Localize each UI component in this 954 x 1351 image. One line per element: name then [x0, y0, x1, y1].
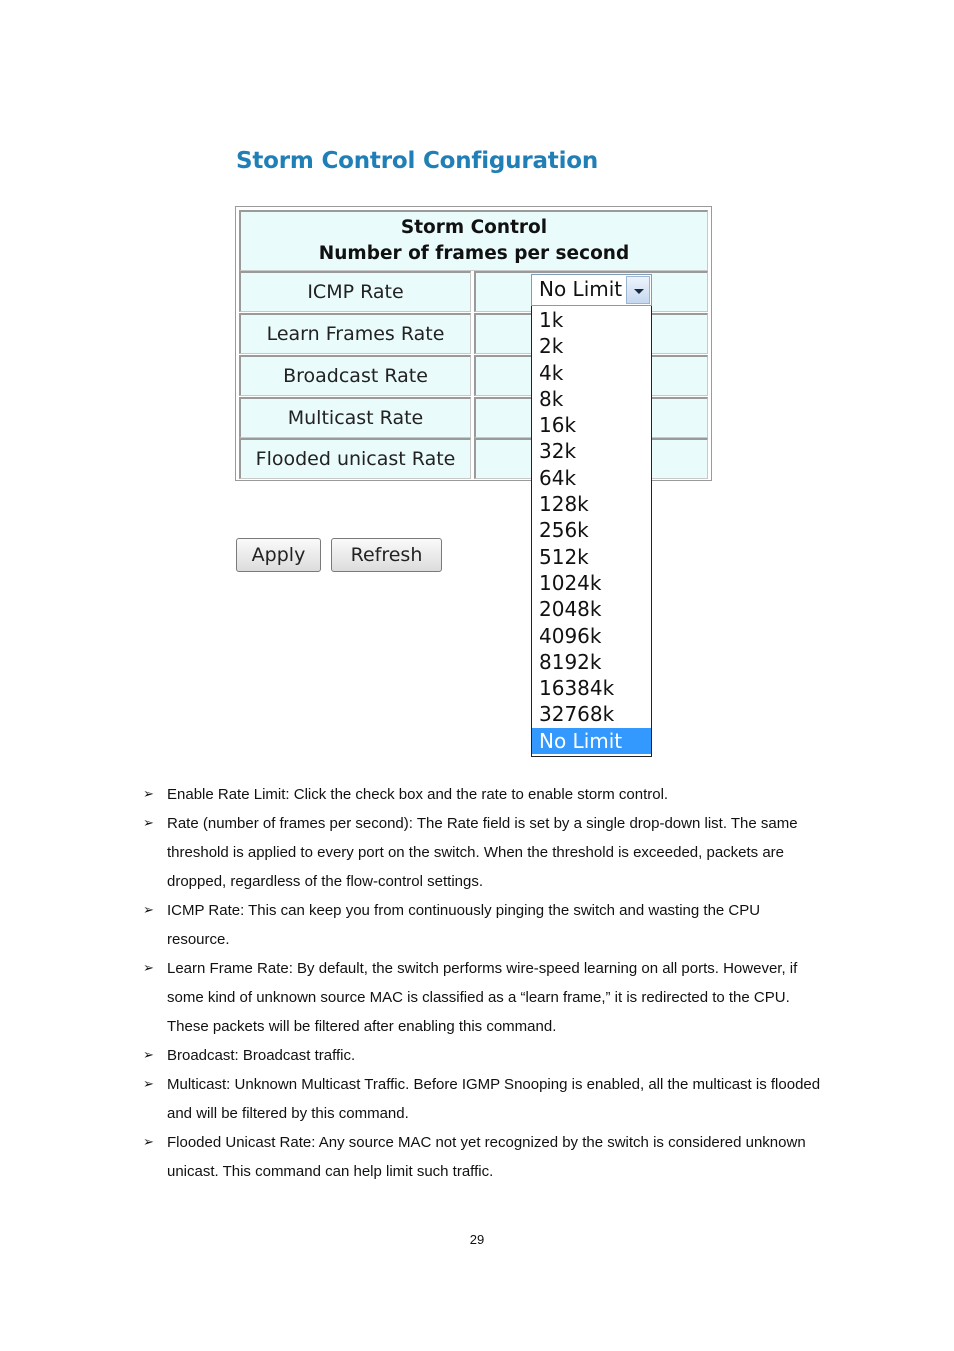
list-item	[143, 1041, 823, 1070]
list-item-text: Multicast: Unknown Multicast Traffic. Before IGMP Snooping is enabled, all the multicast is flooded and will be filtered by this command.	[167, 1076, 821, 1122]
dropdown-option[interactable]: 1024k	[539, 570, 602, 595]
dropdown-option[interactable]: 8k	[539, 386, 564, 411]
apply-button[interactable]: Apply	[236, 538, 321, 572]
dropdown-option[interactable]: 32768k	[539, 702, 615, 727]
page-title: Storm Control Configuration	[236, 148, 599, 174]
arrow-bullet-icon: ➢	[143, 903, 154, 918]
list-item	[143, 1128, 823, 1186]
list-item	[143, 954, 823, 1041]
row-label-broadcast: Broadcast Rate	[239, 355, 471, 396]
table-header	[239, 210, 708, 271]
dropdown-option[interactable]: 2k	[539, 334, 564, 359]
arrow-bullet-icon: ➢	[143, 1048, 154, 1063]
dropdown-option[interactable]: 32k	[539, 439, 577, 464]
header-title: Storm Control	[400, 217, 548, 238]
description-list	[143, 780, 823, 1186]
list-item-text: Learn Frame Rate: By default, the switch performs wire-speed learning on all ports. However, if some kind of unknown source MAC is classified as a “learn frame,” it is redirected to the CPU. These packets will be filtered after enabling this command.	[167, 960, 798, 1035]
dropdown-option[interactable]: 16384k	[539, 676, 615, 701]
row-label-icmp: ICMP Rate	[239, 271, 471, 312]
dropdown-option[interactable]: 4k	[539, 360, 564, 385]
chevron-down-icon[interactable]	[626, 276, 650, 304]
list-item	[143, 809, 823, 896]
row-label-learn-frames: Learn Frames Rate	[239, 313, 471, 354]
dropdown-option-selected[interactable]: No Limit	[532, 728, 651, 754]
list-item-text: Flooded Unicast Rate: Any source MAC not yet recognized by the switch is considered unknown unicast. This command can help limit such traffic.	[167, 1134, 806, 1180]
list-item-text: Enable Rate Limit: Click the check box and the rate to enable storm control.	[167, 786, 669, 803]
icmp-rate-select[interactable]	[531, 274, 652, 306]
arrow-bullet-icon: ➢	[143, 816, 154, 831]
refresh-button[interactable]: Refresh	[331, 538, 442, 572]
dropdown-option[interactable]: 4096k	[539, 623, 602, 648]
row-label-multicast: Multicast Rate	[239, 397, 471, 438]
list-item	[143, 1070, 823, 1128]
dropdown-option[interactable]: 1k	[539, 308, 564, 332]
page-number: 29	[469, 1232, 485, 1247]
row-label-flooded-unicast: Flooded unicast Rate	[239, 438, 471, 479]
dropdown-option[interactable]: 8192k	[539, 649, 602, 674]
list-item-text: Broadcast: Broadcast traffic.	[167, 1047, 356, 1064]
arrow-bullet-icon: ➢	[143, 961, 154, 976]
list-item-text: Rate (number of frames per second): The Rate field is set by a single drop-down list. The same threshold is applied to every port on the switch. When the threshold is exceeded, packets are dropped, regardless of the flow-control settings.	[167, 815, 798, 890]
dropdown-option[interactable]: 128k	[539, 492, 589, 517]
arrow-bullet-icon: ➢	[143, 787, 154, 802]
header-subtitle: Number of frames per second	[318, 243, 630, 264]
dropdown-option[interactable]: 16k	[539, 413, 577, 438]
arrow-bullet-icon: ➢	[143, 1135, 154, 1150]
list-item	[143, 896, 823, 954]
arrow-bullet-icon: ➢	[143, 1077, 154, 1092]
dropdown-option[interactable]: 512k	[539, 544, 589, 569]
dropdown-option[interactable]: 256k	[539, 518, 589, 543]
list-item	[143, 780, 823, 809]
dropdown-option[interactable]: 2048k	[539, 597, 602, 622]
list-item-text: ICMP Rate: This can keep you from continuously pinging the switch and wasting the CPU resource.	[167, 902, 761, 948]
rate-dropdown-list	[531, 306, 652, 757]
dropdown-option[interactable]: 64k	[539, 465, 577, 490]
select-value: No Limit	[539, 277, 623, 301]
